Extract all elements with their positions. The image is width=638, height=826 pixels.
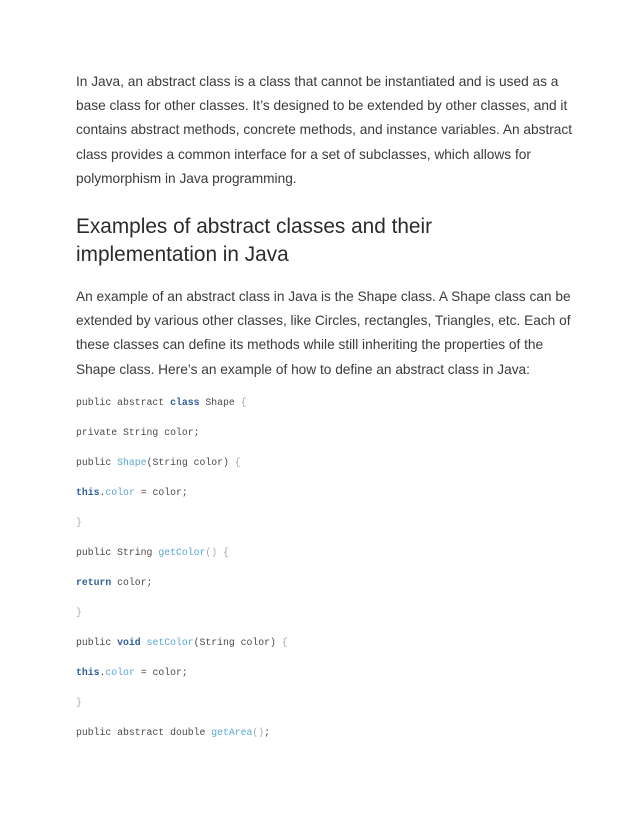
code-block <box>76 396 576 756</box>
example-paragraph: An example of an abstract class in Java is the Shape class. A Shape class can be extended by various other classes, like Circles, rectangles, Triangles, etc. Each of these classes can define its methods while still inheriting the properties of the Shape class. Here’s an example of how to define an abstract class in Java: <box>76 289 571 377</box>
code-token: getArea <box>211 726 253 738</box>
code-token: } <box>76 606 82 618</box>
code-token: () <box>205 546 223 558</box>
code-token: = color; <box>134 666 188 678</box>
code-line <box>76 666 576 696</box>
code-token: public abstract <box>76 396 171 408</box>
code-token: ; <box>264 726 271 738</box>
code-token: (String color) <box>146 456 235 468</box>
code-token: () <box>252 726 265 738</box>
code-token: color; <box>111 576 153 588</box>
code-token: } <box>76 696 82 708</box>
intro-paragraph: In Java, an abstract class is a class that cannot be instantiated and is used as a base class for other classes. It’s designed to be extended by other classes, and it contains abstract methods, concrete methods, and instance variables. An abstract class provides a common interface for a set of subclasses, which allows for polymorphism in Java programming. <box>76 74 573 186</box>
code-token: { <box>234 456 241 468</box>
code-line <box>76 456 576 486</box>
article-body <box>76 70 576 756</box>
code-line <box>76 426 576 456</box>
code-token: setColor <box>146 636 194 648</box>
code-line <box>76 546 576 576</box>
code-token: { <box>281 636 288 648</box>
code-line <box>76 696 576 726</box>
section-heading: Examples of abstract classes and their implementation in Java <box>76 215 433 267</box>
code-token: Shape <box>117 456 147 468</box>
code-token: public String <box>76 546 159 558</box>
code-token: color <box>105 666 135 678</box>
code-token: Shape <box>199 396 241 408</box>
code-token: (String color) <box>193 636 282 648</box>
code-token: public <box>76 636 118 648</box>
code-line <box>76 726 576 756</box>
code-token: this <box>76 666 100 678</box>
code-line <box>76 636 576 666</box>
code-token: return <box>76 576 112 588</box>
code-line <box>76 396 576 426</box>
code-token: } <box>76 516 82 528</box>
code-line <box>76 606 576 636</box>
code-token: . <box>99 666 106 678</box>
code-token: this <box>76 486 100 498</box>
code-token: = color; <box>134 486 188 498</box>
code-token: class <box>170 396 200 408</box>
code-line <box>76 576 576 606</box>
code-token: getColor <box>158 546 206 558</box>
code-token: public abstract double <box>76 726 212 738</box>
code-token: { <box>240 396 247 408</box>
code-line <box>76 486 576 516</box>
code-token: public <box>76 456 118 468</box>
code-line <box>76 516 576 546</box>
code-token: private String color; <box>76 426 200 438</box>
code-token: color <box>105 486 135 498</box>
code-token: void <box>117 636 141 648</box>
code-token: { <box>223 546 229 558</box>
code-token: . <box>99 486 106 498</box>
